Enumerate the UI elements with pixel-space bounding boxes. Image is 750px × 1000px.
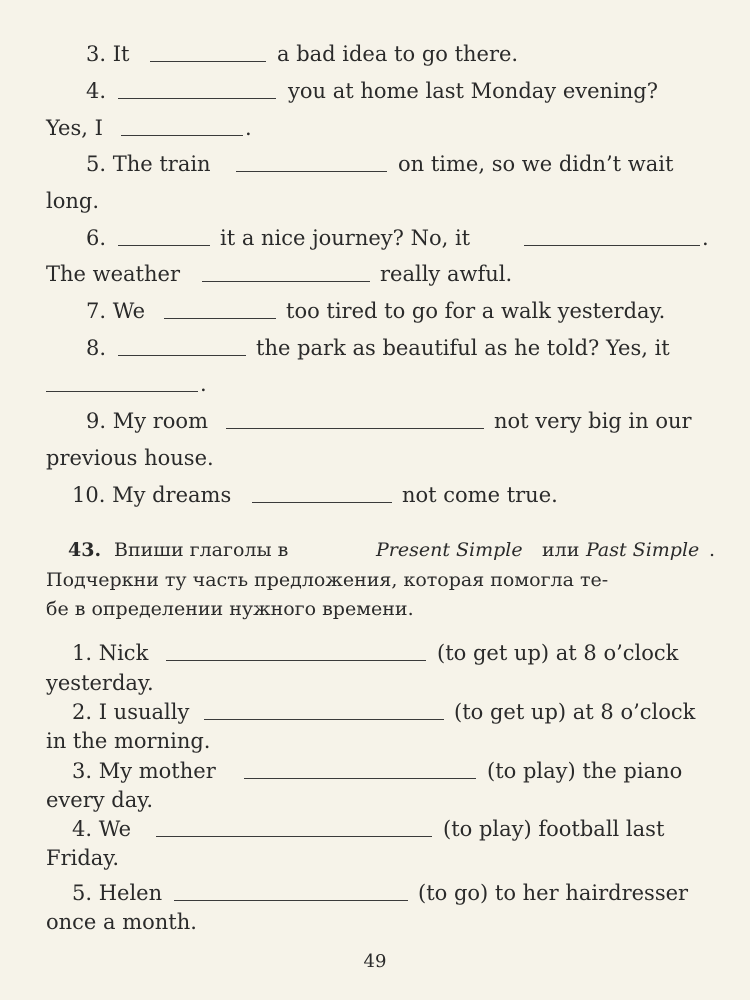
answer-blank[interactable] xyxy=(164,318,276,319)
ex42-item-9-cont xyxy=(0,440,750,476)
item-text: . xyxy=(245,116,252,140)
ex43-item-5-cont xyxy=(0,904,750,940)
instruction-text: или xyxy=(542,539,580,561)
item-text: a bad idea to go there. xyxy=(277,42,519,66)
item-text: . xyxy=(702,226,709,250)
item-text: Yes, I xyxy=(46,116,103,140)
instruction-text: бе в определении нужного времени. xyxy=(46,598,414,620)
answer-blank[interactable] xyxy=(118,98,276,99)
item-text: 10. My dreams xyxy=(72,483,232,507)
answer-blank[interactable] xyxy=(150,61,266,62)
item-text: 7. We xyxy=(86,299,146,323)
item-text: not come true. xyxy=(402,483,558,507)
item-text: 9. My room xyxy=(86,409,208,433)
ex42-item-7 xyxy=(0,293,750,329)
answer-blank[interactable] xyxy=(524,245,700,246)
instruction-text: Впиши глаголы в xyxy=(114,539,289,561)
item-text: too tired to go for a walk yesterday. xyxy=(286,299,666,323)
item-text: it a nice journey? No, it xyxy=(220,226,471,250)
item-text: 3. It xyxy=(86,42,130,66)
ex43-item-4-cont xyxy=(0,840,750,876)
item-text: (to go) to her hairdresser xyxy=(418,881,689,905)
item-text: Friday. xyxy=(46,846,120,870)
answer-blank[interactable] xyxy=(118,245,210,246)
answer-blank[interactable] xyxy=(226,428,484,429)
ex42-item-6 xyxy=(0,220,750,256)
answer-blank[interactable] xyxy=(202,281,370,282)
item-text: (to play) the piano xyxy=(487,759,683,783)
page-number: 49 xyxy=(363,951,387,972)
tense-name: Past Simple xyxy=(586,539,700,561)
item-text: 4. We xyxy=(72,817,132,841)
answer-blank[interactable] xyxy=(252,502,392,503)
exercise-number: 43. xyxy=(68,539,102,561)
ex42-item-4-cont xyxy=(0,110,750,146)
ex42-item-5-cont xyxy=(0,183,750,219)
item-text: once a month. xyxy=(46,910,197,934)
ex42-item-3 xyxy=(0,36,750,72)
item-text: you at home last Monday evening? xyxy=(288,79,659,103)
answer-blank[interactable] xyxy=(236,171,387,172)
ex42-item-5 xyxy=(0,146,750,182)
ex42-item-8 xyxy=(0,330,750,366)
answer-blank[interactable] xyxy=(166,660,426,661)
item-text: (to get up) at 8 o’clock xyxy=(454,700,696,724)
item-text: 8. xyxy=(86,336,107,360)
item-text: 5. The train xyxy=(86,152,211,176)
item-text: 3. My mother xyxy=(72,759,216,783)
item-text: (to play) football last xyxy=(443,817,665,841)
ex43-instruction-line-3 xyxy=(46,595,711,623)
answer-blank[interactable] xyxy=(118,355,246,356)
item-text: not very big in our xyxy=(494,409,692,433)
item-text: 2. I usually xyxy=(72,700,190,724)
item-text: previous house. xyxy=(46,446,214,470)
answer-blank[interactable] xyxy=(121,135,243,136)
item-text: yesterday. xyxy=(46,671,154,695)
ex42-item-6-cont xyxy=(0,256,750,292)
answer-blank[interactable] xyxy=(174,900,408,901)
instruction-text: . xyxy=(709,539,716,561)
item-text: the park as beautiful as he told? Yes, it xyxy=(256,336,670,360)
answer-blank[interactable] xyxy=(244,778,476,779)
item-text: . xyxy=(200,372,207,396)
item-text: 5. Helen xyxy=(72,881,163,905)
item-text: (to get up) at 8 o’clock xyxy=(437,641,679,665)
item-text: really awful. xyxy=(380,262,513,286)
ex42-item-4 xyxy=(0,73,750,109)
item-text: long. xyxy=(46,189,100,213)
answer-blank[interactable] xyxy=(46,391,198,392)
item-text: 4. xyxy=(86,79,107,103)
item-text: every day. xyxy=(46,788,154,812)
item-text: on time, so we didn’t wait xyxy=(398,152,674,176)
item-text: 1. Nick xyxy=(72,641,149,665)
answer-blank[interactable] xyxy=(204,719,444,720)
ex42-item-10 xyxy=(0,477,750,513)
tense-name: Present Simple xyxy=(376,539,523,561)
answer-blank[interactable] xyxy=(156,836,432,837)
ex43-instruction-line-2 xyxy=(46,566,711,594)
ex42-item-9 xyxy=(0,403,750,439)
item-text: The weather xyxy=(46,262,180,286)
instruction-text: Подчеркни ту часть предложения, которая помогла те- xyxy=(46,569,609,591)
item-text: 6. xyxy=(86,226,107,250)
item-text: in the morning. xyxy=(46,729,211,753)
ex42-item-8-cont xyxy=(0,366,750,402)
